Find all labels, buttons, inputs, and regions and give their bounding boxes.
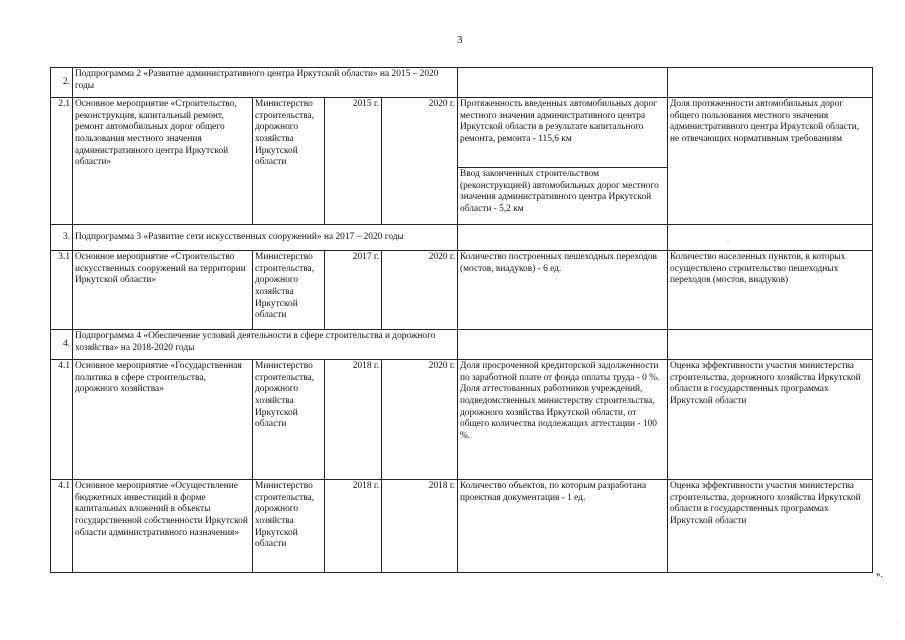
start-year: 2015 г. [325, 98, 382, 225]
subprogram-title: Подпрограмма 2 «Развитие административного центра Иркутской области» на 2015 – 2020 годы [73, 68, 458, 98]
table-row [51, 68, 873, 98]
table-row [51, 225, 873, 251]
result-cell: Доля просроченной кредиторской задолженности по заработной плате от фонда оплаты труда - 0 %. Доля аттестованных работников учреждений, подведомственных министерству строительства, дорожного хозяйства Иркутской области, от общего количества подлежащих аттестации - 100 %. [458, 360, 668, 480]
activity-cell: Основное мероприятие «Осуществление бюджетных инвестиций в форме капитальных вложений в объекты государственной собственности Иркутской области административного назначения» [73, 480, 253, 573]
table-row [51, 330, 873, 360]
row-number: 2. [51, 68, 73, 98]
end-year: 2018 г. [382, 480, 458, 573]
table-row [51, 360, 873, 480]
result-cell: Количество построенных пешеходных переходов (мостов, виадуков) - 6 ед. [458, 251, 668, 330]
row-number: 4.1 [51, 480, 73, 573]
start-year: 2018 г. [325, 480, 382, 573]
result-cell: Количество объектов, по которым разработана проектная документация - 1 ед. [458, 480, 668, 573]
row-number: 3. [51, 225, 73, 251]
empty-cell [458, 68, 668, 98]
program-table [50, 67, 873, 573]
subprogram-title: Подпрограмма 3 «Развитие сети искусственных сооружений» на 2017 – 2020 годы [73, 225, 458, 251]
table-row [51, 98, 873, 168]
result-cell: Протяженность введенных автомобильных дорог местного значения административного центра Иркутской области в результате капитального ремонта, ремонта - 115,6 км [458, 98, 668, 168]
indicator-cell: Доля протяженности автомобильных дорог общего пользования местного значения административного центра Иркутской области, не отвечающих нормативным требованиям [668, 98, 873, 225]
page-number: 3 [457, 34, 463, 46]
table-row [51, 480, 873, 573]
start-year: 2017 г. [325, 251, 382, 330]
row-number: 4. [51, 330, 73, 360]
executor-cell: Министерство строительства, дорожного хозяйства Иркутской области [253, 360, 325, 480]
empty-cell [458, 330, 668, 360]
closing-quote: ». [876, 569, 883, 579]
scan-mark: · [727, 240, 729, 246]
activity-cell: Основное мероприятие «Строительство, реконструкция, капитальный ремонт, ремонт автомобильных дорог общего пользования местного значения административного центра Иркутской области» [73, 98, 253, 225]
end-year: 2020 г. [382, 360, 458, 480]
indicator-cell: Оценка эффективности участия министерства строительства, дорожного хозяйства Иркутской области в государственных программах Иркутской области [668, 480, 873, 573]
scan-mark: · [897, 620, 899, 626]
empty-cell [668, 330, 873, 360]
executor-cell: Министерство строительства, дорожного хозяйства Иркутской области [253, 251, 325, 330]
executor-cell: Министерство строительства, дорожного хозяйства Иркутской области [253, 98, 325, 225]
indicator-cell: Оценка эффективности участия министерства строительства, дорожного хозяйства Иркутской области в государственных программах Иркутской области [668, 360, 873, 480]
empty-cell [668, 68, 873, 98]
indicator-cell: Количество населенных пунктов, в которых осуществлено строительство пешеходных переходов (мостов, виадуков) [668, 251, 873, 330]
subprogram-title: Подпрограмма 4 «Обеспечение условий деятельности в сфере строительства и дорожного хозяйства» на 2018-2020 годы [73, 330, 458, 360]
empty-cell [458, 225, 668, 251]
activity-cell: Основное мероприятие «Строительство искусственных сооружений на территории Иркутской области» [73, 251, 253, 330]
end-year: 2020 г. [382, 251, 458, 330]
row-number: 2.1 [51, 98, 73, 225]
executor-cell: Министерство строительства, дорожного хозяйства Иркутской области [253, 480, 325, 573]
table-row [51, 251, 873, 330]
empty-cell [668, 225, 873, 251]
activity-cell: Основное мероприятие «Государственная политика в сфере строительства, дорожного хозяйства» [73, 360, 253, 480]
result-cell: Ввод законченных строительством (реконструкцией) автомобильных дорог местного значения административного центра Иркутской области - 5,2 км [458, 168, 668, 225]
row-number: 4.1 [51, 360, 73, 480]
end-year: 2020 г. [382, 98, 458, 225]
row-number: 3.1 [51, 251, 73, 330]
start-year: 2018 г. [325, 360, 382, 480]
